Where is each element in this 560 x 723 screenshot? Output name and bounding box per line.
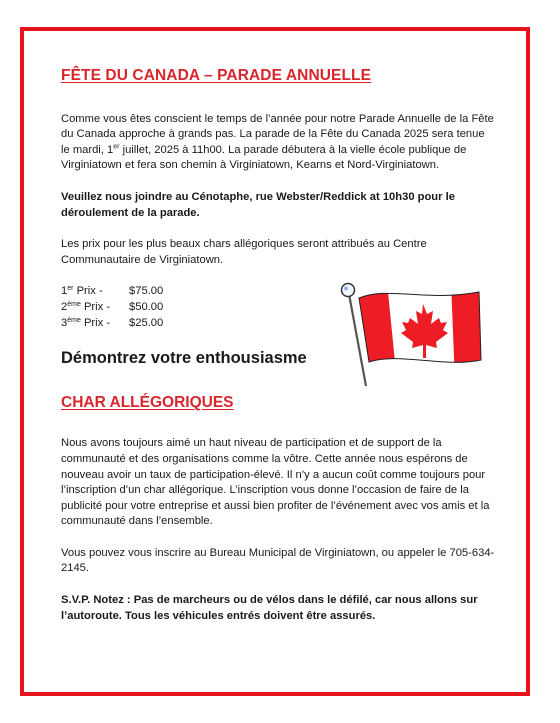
enthusiasm-heading: Démontrez votre enthousiasme: [61, 349, 307, 368]
participation-paragraph: Nous avons toujours aimé un haut niveau de participation et de support de la communauté et des organisations comme la vôtre. Cette année nous espérons de nouveau avoir un taux de participation-élevé. Il n’y a aucun coût comme toujours pour l’inscription d’un char allégorique. L’inscription vous donne l’occasion de faire de la publicité pour votre entreprise et aussi bien profiter de l’événement avec vos amis et la communauté dans l’ensemble.: [61, 437, 490, 528]
intro-paragraph: [61, 112, 496, 174]
prize-label: 1er Prix -: [61, 285, 103, 298]
registration-paragraph: Vous pouvez vous inscrire au Bureau Municipal de Virginiatown, ou appeler le 705-634-2145.: [61, 546, 495, 575]
prize-amount: $25.00: [129, 316, 164, 329]
prize-amount: $75.00: [129, 285, 164, 298]
safety-note: S.V.P. Notez : Pas de marcheurs ou de vélos dans le défilé, car nous allons sur l’autoroute. Tous les véhicules entrés doivent être assurés.: [61, 594, 478, 622]
canada-flag-image: [339, 282, 485, 388]
intro-text-part2: juillet, 2025 à 11h00. La parade débutera à la vielle école publique de Virginiatown et fera son chemin à Virginiatown, Kearns et Nord-Virginiatown.: [61, 143, 467, 172]
flag-pole-finial: [342, 284, 355, 297]
prize-amount: $50.00: [129, 300, 164, 313]
intro-superscript: er: [113, 143, 120, 151]
prize-label: 2ème Prix -: [61, 300, 111, 313]
prizes-intro: Les prix pour les plus beaux chars allégoriques seront attribués au Centre Communautaire de Virginiatown.: [61, 238, 427, 266]
section-title-floats: CHAR ALLÉGORIQUES: [61, 393, 234, 411]
page-title: FÊTE DU CANADA – PARADE ANNUELLE: [61, 67, 372, 84]
intro-text-part1: Comme vous êtes conscient le temps de l’année pour notre Parade Annuelle de la Fête du Canada approche à grands pas. La parade de la Fête du Canada 2025 sera tenue le mardi, 1: [61, 112, 494, 156]
join-notice: Veuillez nous joindre au Cénotaphe, rue Webster/Reddick at 10h30 pour le déroulement de la parade.: [61, 190, 455, 219]
flag-cloth: [339, 282, 485, 388]
prize-label: 3ème Prix -: [61, 316, 111, 329]
